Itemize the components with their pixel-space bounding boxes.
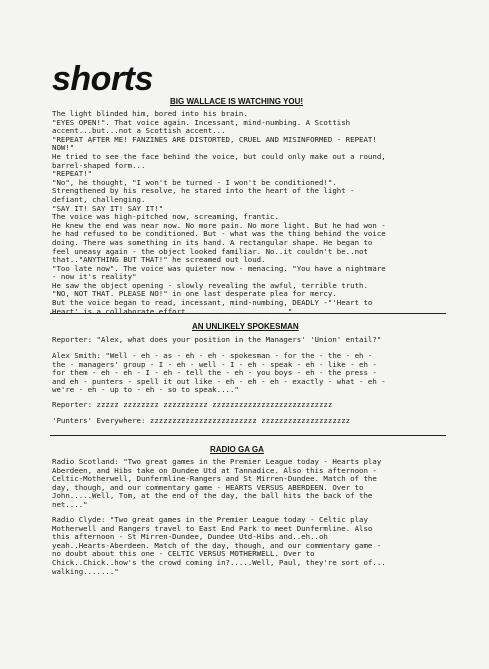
page-title: shorts bbox=[52, 60, 153, 98]
section-body-radio-scotland: Radio Scotland: "Two great games in the Premier League today - Hearts play Aberdeen, and Hibs take on Dundee Utd at Tannadice. Also this afternoon - Celtic-Motherwell, Dunfermline-Rangers and St Mirren-Dundee. Match of the day, though, and our commentary game - HEARTS VERSUS ABERDEEN. Over to John.....Well, Tom, at the end of the day, the ball hits the back of the net...." bbox=[52, 457, 382, 509]
section-heading-spokesman: AN UNLIKELY SPOKESMAN bbox=[192, 322, 299, 331]
section-body-radio-clyde: Radio Clyde: "Two great games in the Premier League today - Celtic play Motherwell and Rangers travel to East End Park to meet Dunfermline. Also this afternoon - St Mirren-Dundee, Dundee Utd-Hibs and..eh..oh yeah..Hearts-Aberdeen. Match of the day, though, and our commentary game - no doubt about this one - CELTIC VERSUS MOTHERWELL. Over to Chick..Chick..how's the crowd coming in?.....Well, Paul, they're sort of... walking......." bbox=[52, 515, 386, 576]
section-body-reporter-zzz: Reporter: zzzzz zzzzzzzz zzzzzzzzzz zzzzzzzzzzzzzzzzzzzzzzzzzzz bbox=[52, 400, 333, 409]
divider bbox=[50, 435, 446, 436]
divider bbox=[50, 313, 446, 314]
section-body-punters: 'Punters' Everywhere: zzzzzzzzzzzzzzzzzzzzzzzz zzzzzzzzzzzzzzzzzzzz bbox=[52, 416, 351, 425]
section-body-reporter-question: Reporter: "Alex, what does your position in the Managers' 'Union' entail?" bbox=[52, 335, 382, 344]
section-heading-radio-ga-ga: RADIO GA GA bbox=[210, 445, 264, 454]
section-body-alex-smith: Alex Smith: "Well - eh - as - eh - eh - spokesman - for the - the - eh - the - managers' group - I - eh - well - I - eh - speak - eh - like - eh - for them - eh - eh - I - eh - tell the - eh - you boys - eh - the press - and eh - punters - spell it out like - eh - eh - eh - exactly - what - eh - we're - eh - up to - eh - so to speak...." bbox=[52, 351, 386, 395]
section-heading-big-wallace: BIG WALLACE IS WATCHING YOU! bbox=[170, 97, 304, 106]
section-body-big-wallace: The light blinded him, bored into his brain. "EYES OPEN!". That voice again. Incessant, mind-numbing. A Scottish accent...but...not a Scottish accent... "REPEAT AFTER ME! FANZINES ARE DISTORTED, CRUEL AND MISINFORMED - REPEAT! NOW!" He tried to see the face behind the voice, but could only make out a round, barrel-shaped form... "REPEAT!" "No", he thought, "I won't be turned - I won't be conditioned!". Strengthened by his resolve, he stared into the heart of the light - defiant, challenging. "SAY IT! SAY IT! SAY IT!" The voice was high-pitched now, screaming, frantic. He knew the end was near now. No more pain. No more light. But he had won - he had refused to be conditioned. But - what was the thing behind the voice doing. There was something in its hand. A rectangular shape. He began to feel uneasy again - the object looked familiar. No..it couldn't be..not that.."ANYTHING BUT THAT!" he screamed out loud. "Too late now". The voice was quieter now - menacing. "You have a nightmare - now it's reality" He saw the object opening - slowly revealing the awful, terrible truth. "NO, NOT THAT. PLEASE NO!" in one last desperate plea for mercy. But the voice began to read, incessant, mind-numbing, DEADLY -"'Heart to Heart' is a collaborate effort......................." bbox=[52, 109, 386, 316]
